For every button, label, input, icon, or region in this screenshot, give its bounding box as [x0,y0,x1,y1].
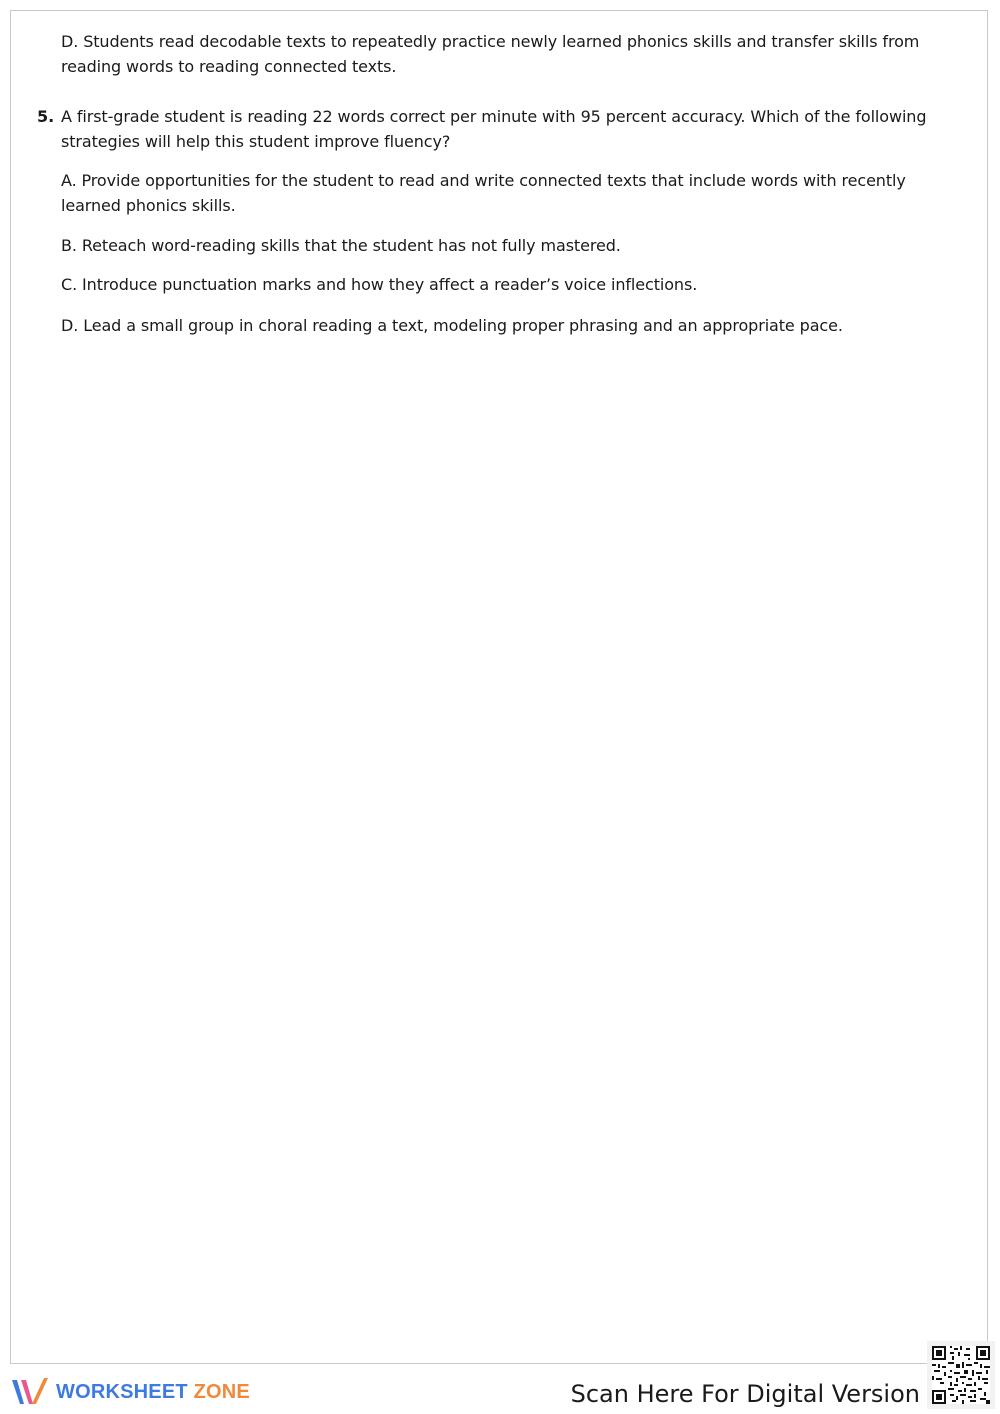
logo-w-icon [10,1374,50,1410]
question-option-a: A. Provide opportunities for the student to read and write connected texts that include words with recently learned phonics skills. [61,171,906,215]
question-stem: A first-grade student is reading 22 words correct per minute with 95 percent accuracy. Which of the following strategies will help this student improve fluency? [61,107,927,151]
question-number: 5. [37,107,55,126]
question-option-c: C. Introduce punctuation marks and how they affect a reader’s voice inflections. [61,275,698,294]
worksheetzone-logo[interactable] [10,1374,250,1410]
qr-code[interactable] [927,1341,995,1409]
question-option-b: B. Reteach word-reading skills that the student has not fully mastered. [61,236,621,255]
question-option-d: D. Lead a small group in choral reading a text, modeling proper phrasing and an appropriate pace. [61,316,843,335]
scan-here-text: Scan Here For Digital Version [570,1380,920,1408]
logo-text-worksheet: WORKSHEET [56,1380,188,1403]
logo-text [56,1381,250,1404]
prev-question-option-d: D. Students read decodable texts to repeatedly practice newly learned phonics skills and transfer skills from reading words to reading connected texts. [61,32,920,76]
qr-code-icon [932,1346,990,1404]
logo-text-zone: ZONE [193,1380,250,1403]
